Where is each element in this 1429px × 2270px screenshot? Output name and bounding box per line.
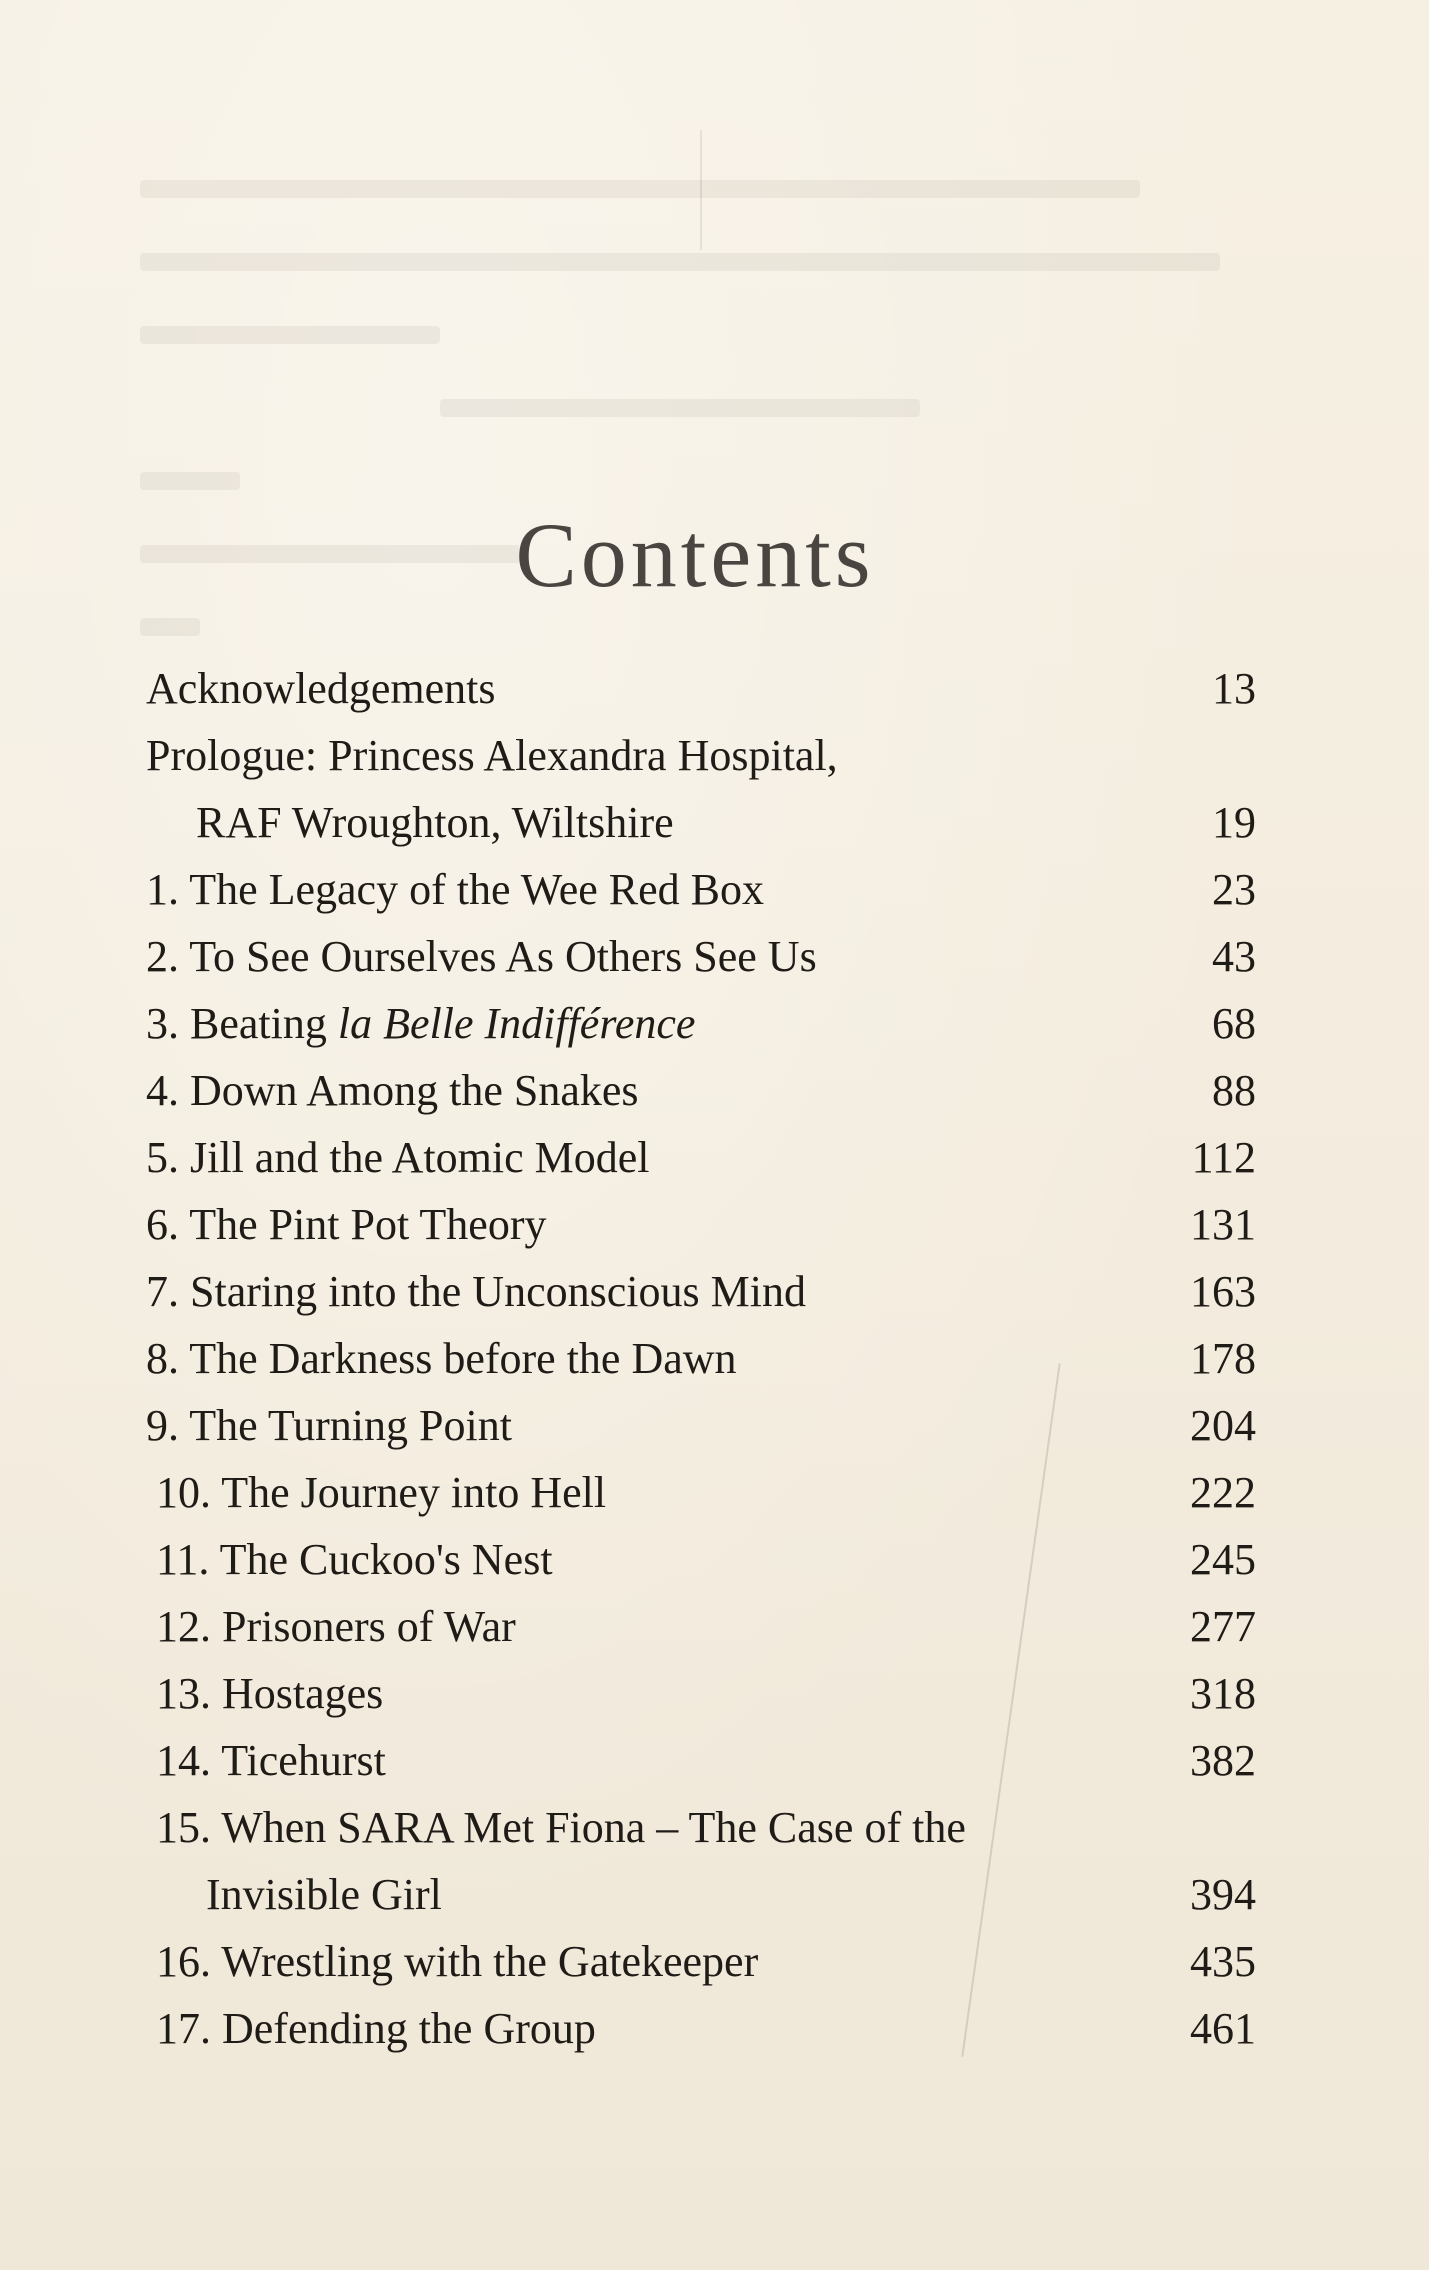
- toc-entry-label: 11. The Cuckoo's Nest: [156, 1535, 553, 1584]
- toc-entry: [146, 1258, 1256, 1325]
- toc-entry: [146, 1794, 1256, 1861]
- page-title: Contents: [515, 503, 875, 606]
- toc-entry-page: 88: [1212, 1066, 1256, 1115]
- toc-entry-page: 23: [1212, 865, 1256, 914]
- toc-entry: [146, 655, 1256, 722]
- toc-entry: [146, 1660, 1256, 1727]
- toc-entry-page: 222: [1190, 1468, 1256, 1517]
- toc-entry-label: 1. The Legacy of the Wee Red Box: [146, 865, 764, 914]
- toc-entry-label: Prologue: Princess Alexandra Hospital,: [146, 731, 838, 780]
- toc-entry-label: 12. Prisoners of War: [156, 1602, 516, 1651]
- toc-entry-label: [146, 990, 695, 1057]
- toc-entry-page: 435: [1190, 1937, 1256, 1986]
- toc-entry-page: 204: [1190, 1401, 1256, 1450]
- toc-entry-label: 5. Jill and the Atomic Model: [146, 1133, 650, 1182]
- toc-entry-page: 112: [1191, 1133, 1256, 1182]
- toc-entry-page: 43: [1212, 932, 1256, 981]
- toc-entry: [146, 1191, 1256, 1258]
- toc-entry: [146, 856, 1256, 923]
- paper-crease: [700, 130, 702, 250]
- toc-entry-label: 15. When SARA Met Fiona – The Case of the: [156, 1803, 966, 1852]
- toc-entry-label: Invisible Girl: [206, 1870, 442, 1919]
- toc-entry: [146, 1593, 1256, 1660]
- toc-entry-label: 16. Wrestling with the Gatekeeper: [156, 1937, 759, 1986]
- toc-entry-page: 245: [1190, 1535, 1256, 1584]
- toc-entry: [146, 923, 1256, 990]
- toc-entry-page: 131: [1190, 1200, 1256, 1249]
- toc-entry-page: 178: [1190, 1334, 1256, 1383]
- toc-entry-page: 277: [1190, 1602, 1256, 1651]
- toc-entry: [146, 722, 1256, 789]
- toc-entry-continuation: [146, 1861, 1256, 1928]
- toc-entry-label: 13. Hostages: [156, 1669, 384, 1718]
- toc-entry-continuation: [146, 789, 1256, 856]
- toc-entry-page: 318: [1190, 1669, 1256, 1718]
- toc-entry: [146, 1459, 1256, 1526]
- toc-entry-label: 6. The Pint Pot Theory: [146, 1200, 547, 1249]
- toc-entry-label-italic: la Belle Indifférence: [337, 999, 696, 1048]
- toc-entry: [146, 1526, 1256, 1593]
- toc-entry-page: 19: [1212, 798, 1256, 847]
- toc-entry-label: 14. Ticehurst: [156, 1736, 386, 1785]
- toc-entry: [146, 990, 1256, 1057]
- toc-entry-label: 7. Staring into the Unconscious Mind: [146, 1267, 806, 1316]
- toc-entry-label: 2. To See Ourselves As Others See Us: [146, 932, 817, 981]
- toc-entry: [146, 1727, 1256, 1794]
- toc-entry-page: 163: [1190, 1267, 1256, 1316]
- table-of-contents: [146, 655, 1256, 2062]
- toc-entry-page: 394: [1190, 1870, 1256, 1919]
- toc-entry: [146, 1325, 1256, 1392]
- toc-entry-page: 13: [1212, 664, 1256, 713]
- toc-entry: [146, 1392, 1256, 1459]
- toc-entry: [146, 1995, 1256, 2062]
- toc-entry-page: 68: [1212, 999, 1256, 1048]
- toc-entry-page: 382: [1190, 1736, 1256, 1785]
- toc-entry-label: RAF Wroughton, Wiltshire: [196, 798, 674, 847]
- toc-entry-label: 10. The Journey into Hell: [156, 1468, 607, 1517]
- toc-entry-label: 8. The Darkness before the Dawn: [146, 1334, 737, 1383]
- toc-entry-page: 461: [1190, 2004, 1256, 2053]
- toc-entry-label: 17. Defending the Group: [156, 2004, 596, 2053]
- toc-entry: [146, 1928, 1256, 1995]
- toc-entry: [146, 1124, 1256, 1191]
- toc-entry-label-prefix: 3. Beating: [146, 999, 338, 1048]
- toc-entry-label: Acknowledgements: [146, 664, 496, 713]
- toc-entry: [146, 1057, 1256, 1124]
- toc-entry-label: 4. Down Among the Snakes: [146, 1066, 639, 1115]
- toc-entry-label: 9. The Turning Point: [146, 1401, 512, 1450]
